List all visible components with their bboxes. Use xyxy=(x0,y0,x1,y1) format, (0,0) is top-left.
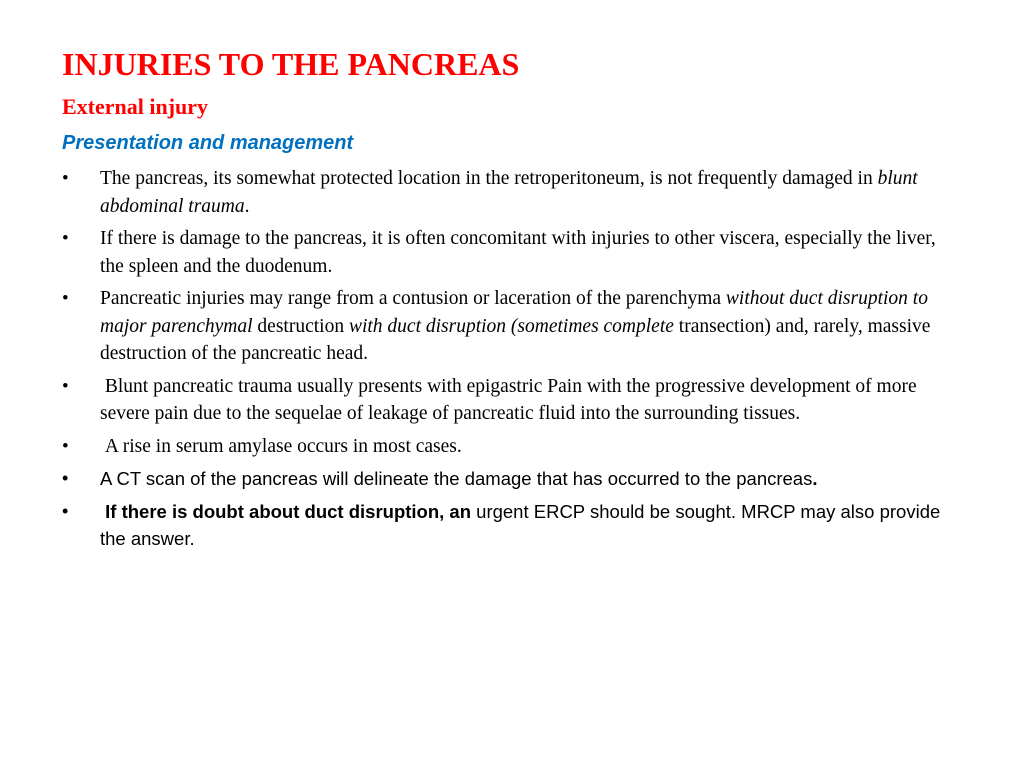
bullet-text: A rise in serum amylase occurs in most cases. xyxy=(100,435,462,457)
bullet-text: If there is damage to the pancreas, it is often concomitant with injuries to other viscera, especially the liver, the spleen and the duodenum. xyxy=(100,228,936,277)
section-subheading: Presentation and management xyxy=(62,132,354,154)
bullet-icon: • xyxy=(62,168,69,189)
bullet-text: Blunt pancreatic trauma usually presents with epigastric Pain with the progressive development of more severe pain due to the sequelae of leakage of pancreatic fluid into the surrounding tissues. xyxy=(100,375,922,424)
bullet-icon: • xyxy=(62,435,69,457)
bullet-text-bold: . xyxy=(812,468,818,489)
bullet-item xyxy=(62,498,962,553)
bullet-icon: • xyxy=(62,228,69,249)
bullet-item xyxy=(62,433,962,461)
bullet-text: . xyxy=(244,195,250,217)
bullet-item xyxy=(62,225,962,280)
bullet-text: The pancreas, its somewhat protected location in the retroperitoneum, is not frequently damaged in xyxy=(100,168,878,189)
bullet-icon: • xyxy=(62,288,69,309)
bullet-item xyxy=(62,373,962,428)
bullet-item xyxy=(62,285,962,368)
bullet-icon: • xyxy=(62,375,69,397)
bullet-text: urgent ERCP should be sought. MRCP may also provide the answer. xyxy=(100,500,941,549)
bullet-text: transection) and, rarely, massive destruction of the pancreatic head. xyxy=(100,315,931,364)
bullet-text-bold: If there is doubt about duct disruption, an xyxy=(100,500,472,522)
bullet-text-italic: with duct disruption (sometimes complete xyxy=(348,315,674,337)
bullet-list xyxy=(62,165,962,558)
bullet-text: destruction xyxy=(252,315,349,337)
bullet-icon: • xyxy=(62,500,69,521)
section-subtitle: External injury xyxy=(62,94,209,119)
bullet-text: Pancreatic injuries may range from a contusion or laceration of the parenchyma xyxy=(100,288,726,309)
bullet-text: A CT scan of the pancreas will delineate the damage that has occurred to the pancreas xyxy=(100,468,813,489)
bullet-text-italic: without duct disruption to major parenchymal xyxy=(100,288,928,337)
bullet-item xyxy=(62,165,962,220)
slide-title: INJURIES TO THE PANCREAS xyxy=(62,46,520,82)
bullet-text-italic: blunt abdominal trauma xyxy=(100,168,918,217)
bullet-icon: • xyxy=(62,468,69,488)
bullet-item xyxy=(62,465,962,493)
